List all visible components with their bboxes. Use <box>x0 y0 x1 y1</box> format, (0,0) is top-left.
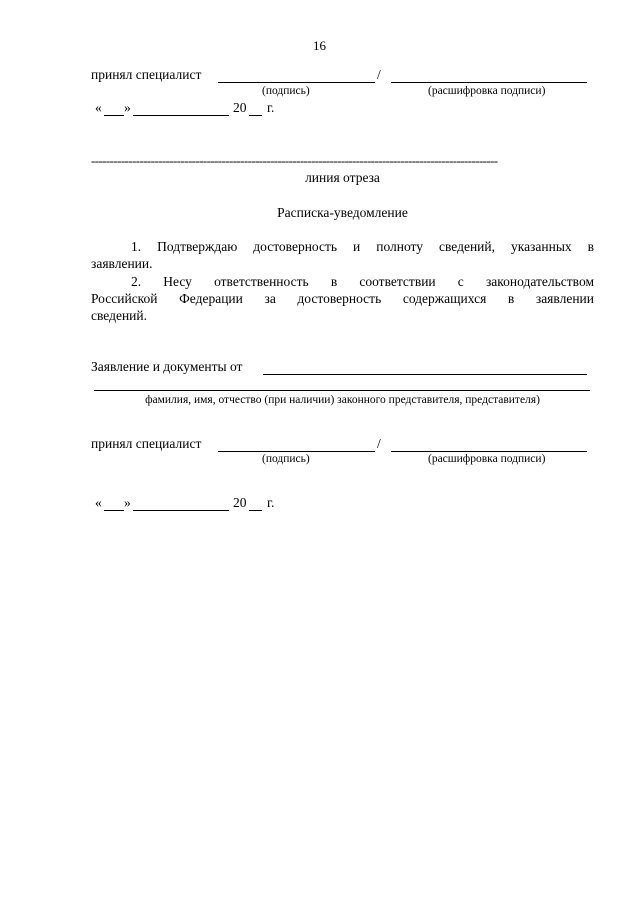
cut-line-label: линия отреза <box>305 170 380 185</box>
date-day-line <box>104 510 124 511</box>
receipt-item-2-line-2: Российской Федерации за достоверность содержащихся в заявлении <box>91 291 594 306</box>
signature-line <box>218 451 375 452</box>
date-day-line <box>104 115 124 116</box>
receipt-item-2-line-1: 2. Несу ответственность в соответствии с законодательством <box>131 274 594 289</box>
date-year-suffix: г. <box>267 495 275 510</box>
signature-line <box>218 82 375 83</box>
person-name-caption: фамилия, имя, отчество (при наличии) законного представителя, представителя) <box>145 394 540 406</box>
accepted-by-label: принял специалист <box>91 67 202 82</box>
signature-caption: (подпись) <box>262 85 310 97</box>
decoding-caption: (расшифровка подписи) <box>428 453 546 465</box>
decoding-caption: (расшифровка подписи) <box>428 85 546 97</box>
date-month-line <box>133 115 229 116</box>
date-year-prefix: 20 <box>233 100 247 115</box>
receipt-item-2-line-3: сведений. <box>91 308 148 323</box>
date-open-quote: « <box>95 100 102 115</box>
date-open-quote: « <box>95 495 102 510</box>
slash-separator: / <box>377 67 381 82</box>
date-month-line <box>133 510 229 511</box>
date-close-quote: » <box>124 495 131 510</box>
application-from-label: Заявление и документы от <box>91 359 243 374</box>
receipt-title: Расписка-уведомление <box>277 205 408 220</box>
decoding-line <box>391 82 587 83</box>
receipt-item-1-line-2: заявлении. <box>91 256 153 271</box>
person-name-line <box>94 390 590 391</box>
date-year-line <box>249 510 262 511</box>
date-close-quote: » <box>124 100 131 115</box>
cut-dashed-line: ------------------------------------------------------------------------------------------------------------- <box>91 153 498 168</box>
date-year-suffix: г. <box>267 100 275 115</box>
signature-caption: (подпись) <box>262 453 310 465</box>
accepted-by-label: принял специалист <box>91 436 202 451</box>
receipt-item-1-line-1: 1. Подтверждаю достоверность и полноту сведений, указанных в <box>131 239 594 254</box>
page-number: 16 <box>313 38 326 53</box>
application-from-line <box>263 374 587 375</box>
slash-separator: / <box>377 436 381 451</box>
date-year-prefix: 20 <box>233 495 247 510</box>
decoding-line <box>391 451 587 452</box>
date-year-line <box>249 115 262 116</box>
